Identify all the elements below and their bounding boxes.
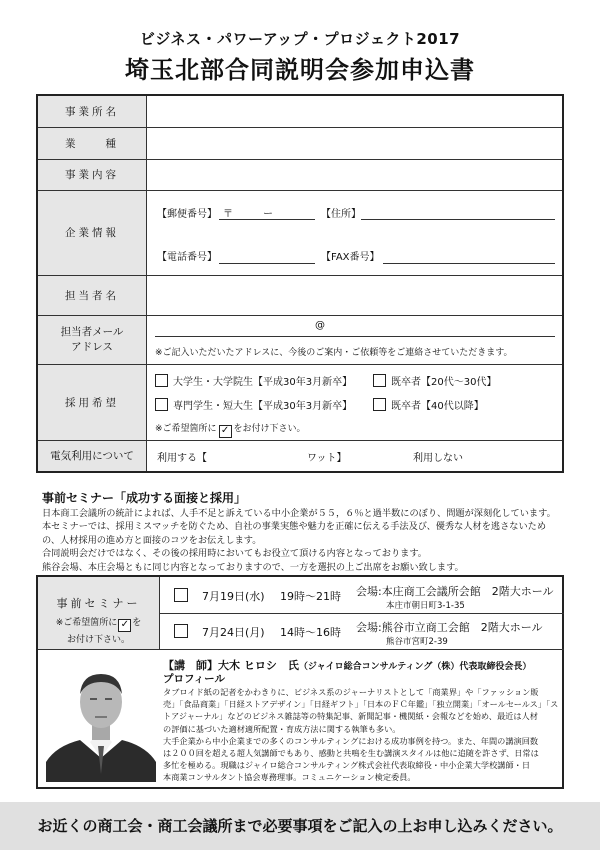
email-label-line1: 担当者メール — [60, 325, 124, 338]
profile-line: 本商業コンサルタント協会専務理事。コミュニケーション検定委員。 — [163, 772, 416, 783]
seminar-paragraph-line: 本セミナーでは、採用ミスマッチを防ぐため、自社の事業実態や魅力を正確に伝える手法及び、優秀な人材を逃さないため — [42, 521, 547, 533]
company-name-label: 事業所名 — [37, 95, 147, 127]
checkbox[interactable] — [155, 374, 168, 387]
profile-line: 大手企業から中小企業までの多くのコンサルティングにおける成功事例を持つ。また、年間の講演回数 — [163, 735, 539, 746]
seminar-box-label-cell — [38, 577, 160, 650]
hiring-label: 採用希望 — [37, 364, 147, 440]
hiring-option-vocational[interactable]: 専門学生・短大生【平成30年3月新卒】 — [155, 397, 352, 412]
check-mark-icon: ✓ — [219, 425, 232, 438]
checkbox[interactable] — [373, 398, 386, 411]
session-time: 14時～16時 — [280, 626, 341, 639]
email-note: ※ご記入いただいたアドレスに、今後のご案内・ご依頼等をご連絡させていただきます。 — [155, 347, 513, 358]
hiring-option-graduate-20s-30s[interactable]: 既卒者【20代～30代】 — [373, 373, 496, 388]
checkbox[interactable] — [373, 374, 386, 387]
contact-person-label: 担当者名 — [37, 275, 147, 315]
address-label: 【住所】 — [321, 208, 361, 220]
profile-line: 多忙を極める。現職はジャイロ総合コンサルティング株式会社代表取締役・中小企業大学校講師・日 — [163, 760, 531, 771]
hiring-option-university[interactable]: 大学生・大学院生【平成30年3月新卒】 — [155, 373, 352, 388]
application-form-table — [36, 94, 564, 473]
profile-line: 売」「食品商業」「日経ストアデザイン」「日経ギフト」「日本のＦＣ年鑑」「独立開業」「オールセールス」「ス — [163, 699, 559, 710]
profile-line: タブロイド紙の記者をかわきりに、ビジネス系のジャーナリストとして「商業界」や「ファッション販 — [163, 687, 539, 697]
checkbox[interactable] — [155, 398, 168, 411]
company-info-label: 企業情報 — [37, 190, 147, 275]
seminar-paragraph-line: の、人材採用の進め方と面接のコツをお伝えします。 — [42, 534, 262, 546]
business-label: 事業内容 — [37, 159, 147, 190]
session-address: 本庄市朝日町3-1-35 — [386, 601, 465, 611]
lecturer-section — [38, 650, 562, 787]
postal-label: 【郵便番号】 — [157, 208, 217, 220]
postal-dash: ー — [263, 208, 273, 220]
electric-label: 電気利用について — [37, 440, 147, 472]
company-info-cell — [147, 190, 564, 275]
electric-use-label: 利用する【 — [157, 452, 207, 464]
session-address: 熊谷市宮町2-39 — [386, 637, 448, 647]
profile-heading: プロフィール — [163, 673, 225, 685]
profile-line: は２００回を超える超人気講師でもあり、感動と共鳴を生む講演スタイルは他に追随を許さず、日常は — [163, 748, 539, 759]
postal-code-field[interactable] — [219, 219, 315, 220]
session-time: 19時～21時 — [280, 590, 341, 603]
fax-field[interactable] — [383, 263, 555, 264]
seminar-paragraph-line: 合同説明会だけではなく、その後の採用時においてもお役立て頂ける内容となっております。 — [42, 548, 427, 560]
session-date: 7月19日(水) — [202, 590, 265, 603]
footer-banner: お近くの商工会・商工会議所まで必要事項をご記入の上お申し込みください。 — [0, 802, 600, 850]
seminar-box-note: ※ご希望箇所に ✓ を — [55, 618, 142, 630]
phone-label: 【電話番号】 — [157, 251, 217, 263]
seminar-paragraph-line: 日本商工会議所の統計によれば、人手不足と訴えている中小企業が５５，６％と過半数にのぼり、問題が深刻化しています。 — [42, 508, 556, 519]
lecturer-name: 【講 師】大木 ヒロシ 氏 — [163, 659, 299, 672]
electric-nouse-label: 利用しない — [413, 452, 463, 464]
email-label — [37, 315, 147, 364]
hiring-option-graduate-40s[interactable]: 既卒者【40代以降】 — [373, 397, 484, 412]
session-venue: 会場:本庄商工会議所会館 2階大ホール — [356, 585, 554, 598]
seminar-session-row[interactable] — [160, 613, 564, 650]
email-label-line2: アドレス — [71, 340, 113, 353]
seminar-paragraph-line: 熊谷会場、本庄会場ともに同じ内容となっておりますので、一方を選択の上ご出席をお願い致します。 — [42, 561, 464, 573]
seminar-signup-box — [36, 575, 564, 789]
electric-watt-label: ワット】 — [307, 452, 347, 464]
session-venue: 会場:熊谷市立商工会館 2階大ホール — [356, 621, 543, 634]
profile-line: トアジャーナル」などのビジネス雑誌等の特集記事、新聞記事・機関紙・会報などを始め、最近は人材 — [163, 711, 538, 722]
seminar-description — [42, 507, 564, 574]
lecturer-photo — [46, 654, 156, 782]
fax-label: 【FAX番号】 — [321, 251, 380, 263]
industry-label: 業 種 — [37, 127, 147, 159]
electric-cell — [147, 440, 564, 472]
company-name-field[interactable] — [147, 95, 564, 127]
phone-field[interactable] — [219, 263, 315, 264]
session-checkbox[interactable] — [174, 624, 188, 638]
wattage-field[interactable] — [247, 449, 307, 463]
email-at-sign: @ — [315, 319, 325, 331]
email-cell — [147, 315, 564, 364]
postal-mark: 〒 — [223, 208, 233, 220]
hiring-note: ※ご希望箇所に ✓ をお付け下さい。 — [155, 423, 306, 436]
seminar-box-note-2: お付け下さい。 — [66, 635, 130, 645]
seminar-heading: 事前セミナー「成功する面接と採用」 — [42, 491, 247, 505]
check-mark-icon: ✓ — [118, 619, 131, 632]
lecturer-affiliation: （ジャイロ総合コンサルティング（株）代表取締役会長） — [298, 662, 532, 672]
session-checkbox[interactable] — [174, 588, 188, 602]
session-date: 7月24日(月) — [202, 626, 265, 639]
contact-person-field[interactable] — [147, 275, 564, 315]
hiring-cell — [147, 364, 564, 440]
seminar-session-row[interactable] — [160, 577, 564, 614]
industry-field[interactable] — [147, 127, 564, 159]
seminar-box-label: 事前セミナー — [56, 597, 141, 610]
email-field[interactable] — [155, 336, 555, 337]
form-title: 埼玉北部合同説明会参加申込書 — [125, 56, 475, 84]
business-field[interactable] — [147, 159, 564, 190]
profile-line: の評価に基づいた適材適所配置・育成方法に関する執筆も多い。 — [163, 723, 401, 734]
lecturer-profile — [163, 686, 559, 784]
event-subtitle: ビジネス・パワーアップ・プロジェクト2017 — [139, 30, 461, 48]
address-field[interactable] — [361, 219, 555, 220]
